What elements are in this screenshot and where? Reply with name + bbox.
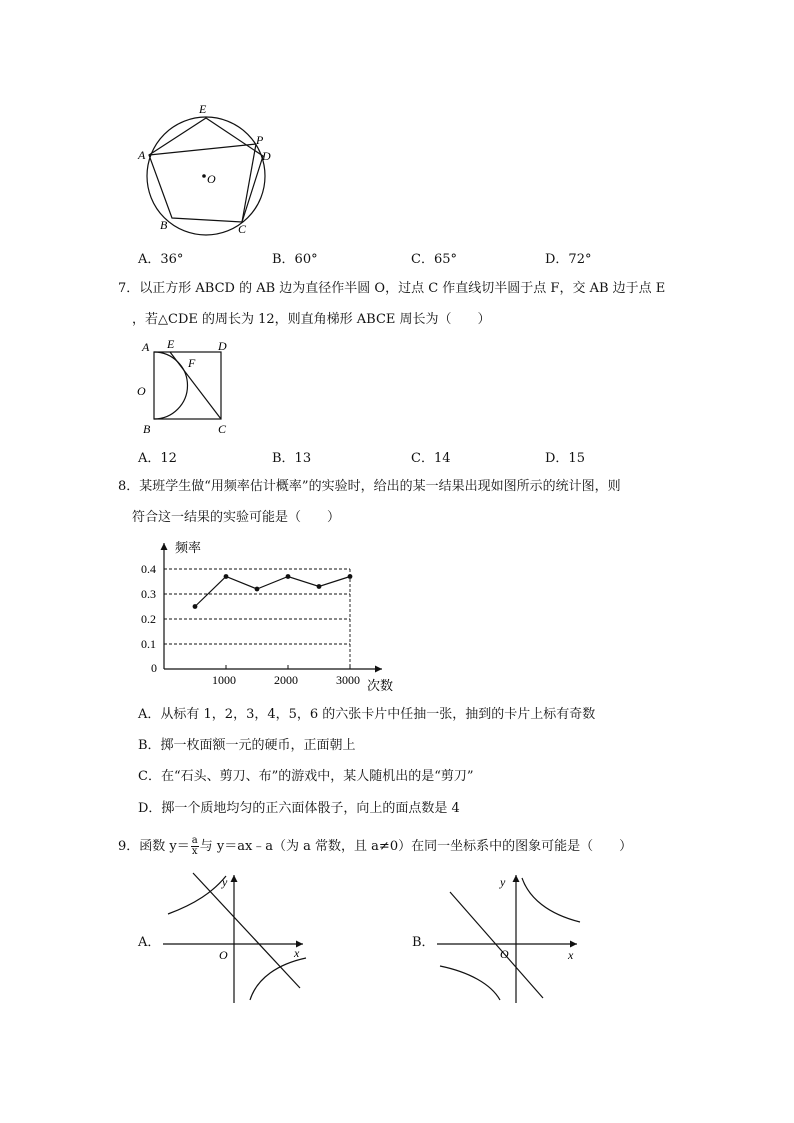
q6-option-d: D．72° <box>545 252 592 267</box>
q7-option-c: C．14 <box>411 451 451 466</box>
q7-semicircle <box>154 352 187 419</box>
q8-frequency-chart <box>135 535 410 695</box>
q7-label-o: O <box>137 384 146 398</box>
q8-gridlines <box>164 569 350 669</box>
q9-option-a-label: A． <box>138 935 161 950</box>
q7-option-a: A．12 <box>138 451 177 466</box>
q6-label-d: D <box>262 149 271 163</box>
q8-x-tick-label: 2000 <box>274 673 298 687</box>
q8-y-tick-label: 0.4 <box>141 562 156 576</box>
q7-label-b: B <box>143 422 151 436</box>
q8-stem-line1: 8．某班学生做“用频率估计概率”的实验时，给出的某一结果出现如图所示的统计图，则 <box>118 479 621 494</box>
q6-center-dot <box>202 174 206 178</box>
q8-y-tick-label: 0.3 <box>141 587 156 601</box>
q9-frac-num: a <box>191 835 198 846</box>
q9b-line <box>450 892 543 998</box>
q8-data-point <box>348 574 353 579</box>
q9a-label-o: O <box>219 948 228 962</box>
q9b-label-o: O <box>500 947 509 961</box>
q8-x-tick-label: 3000 <box>336 673 360 687</box>
q8-data-point <box>317 584 322 589</box>
q9b-hyperbola-upper <box>522 878 580 922</box>
q9a-line <box>193 873 300 988</box>
q9a-label-y: y <box>222 875 228 889</box>
q8-option-a: A．从标有 1，2，3，4，5，6 的六张卡片中任抽一张，抽到的卡片上标有奇数 <box>138 707 596 722</box>
q7-label-f: F <box>188 356 196 370</box>
q6-label-b: B <box>160 218 168 232</box>
q6-option-b: B．60° <box>272 252 318 267</box>
q8-option-b: B．掷一枚面额一元的硬币，正面朝上 <box>138 738 356 753</box>
q8-option-d: D．掷一个质地均匀的正六面体骰子，向上的面点数是 4 <box>138 801 460 816</box>
q6-label-e: E <box>199 102 207 116</box>
q6-label-a: A <box>138 148 146 162</box>
q8-y-tick-label: 0.1 <box>141 637 156 651</box>
q9a-hyperbola-upper <box>168 876 226 914</box>
q6-line-ap <box>149 144 256 155</box>
q7-label-c: C <box>218 422 227 436</box>
q9b-label-x: x <box>568 948 574 962</box>
q9a-label-x: x <box>294 946 300 960</box>
q8-data-point <box>255 587 260 592</box>
q9-stem-suffix: 与 y＝ax﹣a（为 a 常数，且 a≠0）在同一坐标系中的图象可能是（ ） <box>199 839 633 854</box>
q9-option-a-graph <box>160 870 320 1005</box>
q9-option-b-graph <box>434 870 594 1005</box>
q6-figure <box>132 98 282 240</box>
q8-option-c: C．在“石头、剪刀、布”的游戏中，某人随机出的是“剪刀” <box>138 769 474 784</box>
q9-stem <box>118 836 632 857</box>
q6-label-p: P <box>256 133 264 147</box>
q6-option-c: C．65° <box>411 252 457 267</box>
q8-data-point <box>286 574 291 579</box>
q7-label-e: E <box>167 337 175 351</box>
q9-fraction <box>191 836 199 857</box>
q8-stem-line2: 符合这一结果的实验可能是（ ） <box>132 510 341 525</box>
q8-x-tick-label: 1000 <box>212 673 236 687</box>
q8-series-line <box>195 577 350 607</box>
q9-option-b-label: B． <box>412 935 435 950</box>
q9b-label-y: y <box>500 875 506 889</box>
q8-y-tick-label: 0.2 <box>141 612 156 626</box>
q8-xlabel: 次数 <box>367 678 394 693</box>
q8-data-point <box>193 604 198 609</box>
q7-option-d: D．15 <box>545 451 585 466</box>
q6-label-c: C <box>238 222 247 236</box>
q6-label-o: O <box>207 172 216 186</box>
q7-label-a: A <box>142 340 150 354</box>
q9b-hyperbola-lower <box>440 966 500 1000</box>
q8-ylabel: 频率 <box>175 540 202 555</box>
q9-stem-prefix: 9．函数 y＝ <box>118 839 190 854</box>
q7-figure <box>134 336 238 440</box>
q7-stem-line1: 7．以正方形 ABCD 的 AB 边为直径作半圆 O，过点 C 作直线切半圆于点 F，交 AB 边于点 E <box>118 281 666 296</box>
q6-option-a: A．36° <box>138 252 184 267</box>
q8-data-point <box>224 574 229 579</box>
q7-option-b: B．13 <box>272 451 312 466</box>
q7-label-d: D <box>218 339 227 353</box>
q6-pentagon <box>149 118 263 222</box>
q9-frac-den: x <box>191 846 198 857</box>
q7-stem-line2: ，若△CDE 的周长为 12，则直角梯形 ABCE 周长为（ ） <box>132 312 491 327</box>
q8-y-tick-label: 0 <box>151 661 157 675</box>
q8-ticks <box>141 562 360 687</box>
